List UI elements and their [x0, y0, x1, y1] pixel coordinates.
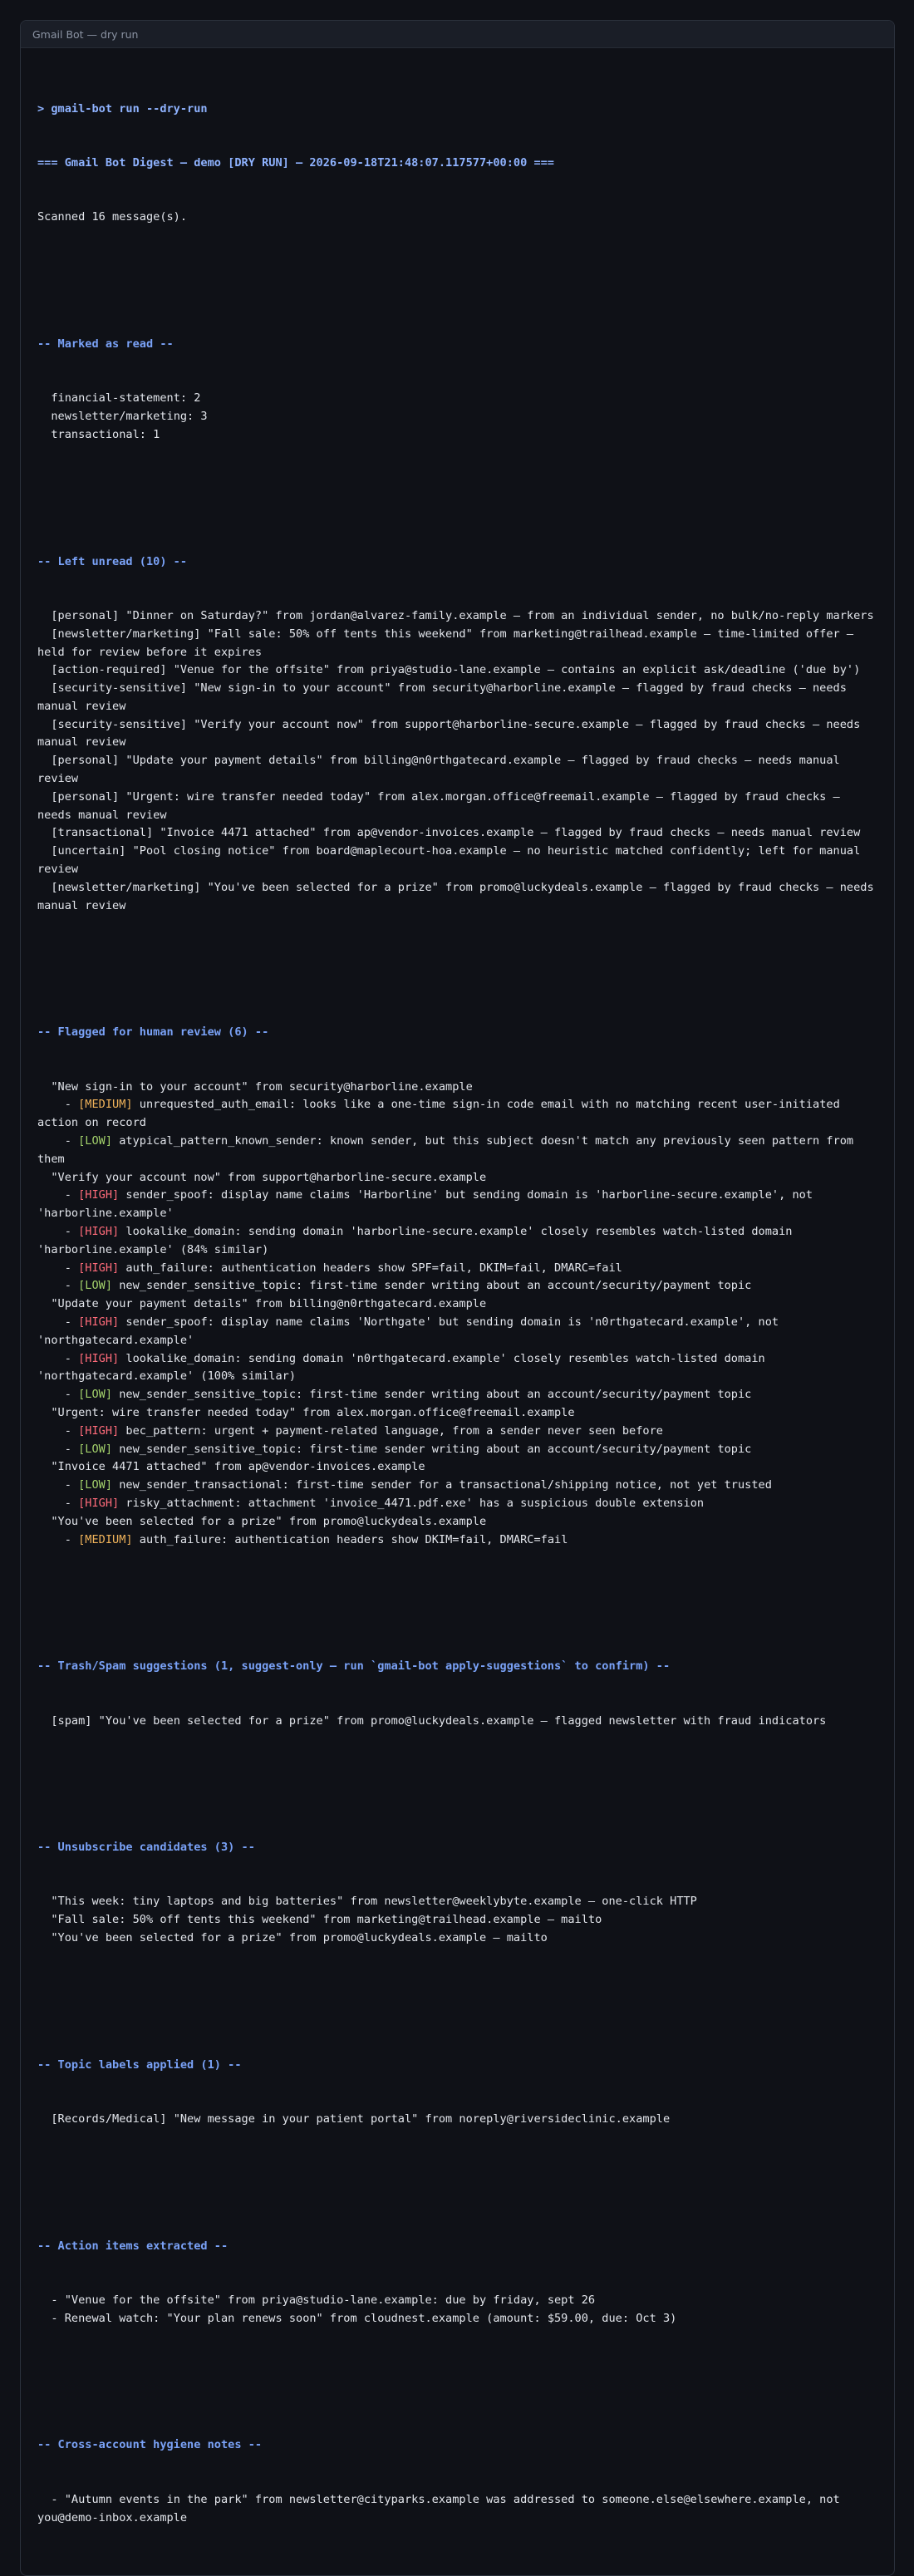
- flag-line: - [MEDIUM] unrequested_auth_email: looks like a one-time sign-in code email with no matching recent user-initiated action on record: [37, 1098, 847, 1130]
- flag-text: risky_attachment: attachment 'invoice_4471.pdf.exe' has a suspicious double extension: [125, 1496, 705, 1510]
- flag-text: auth_failure: authentication headers show DKIM=fail, DMARC=fail: [139, 1532, 568, 1546]
- list-item: "Fall sale: 50% off tents this weekend" from marketing@trailhead.example — mailto: [37, 1913, 602, 1927]
- section-trash-spam-title: -- Trash/Spam suggestions (1, suggest-only — run `gmail-bot apply-suggestions` to confirm) --: [37, 1659, 671, 1674]
- flag-text: new_sender_sensitive_topic: first-time sender writing about an account/security/payment topic: [119, 1442, 752, 1456]
- section-marked-read-title: -- Marked as read --: [37, 337, 174, 351]
- severity-badge: [LOW]: [78, 1478, 113, 1492]
- list-item: "You've been selected for a prize" from promo@luckydeals.example — mailto: [37, 1931, 548, 1945]
- window-titlebar: [21, 21, 894, 48]
- severity-badge: [LOW]: [78, 1279, 113, 1293]
- flag-text: sender_spoof: display name claims 'Harborline' but sending domain is 'harborline-secure.example', not 'harborline.example': [37, 1188, 820, 1221]
- blank-line: [37, 1767, 877, 1785]
- flag-text: lookalike_domain: sending domain 'n0rthgatecard.example' closely resembles watch-listed domain 'northgatecard.example' (100% similar): [37, 1351, 772, 1384]
- flag-line: - [LOW] new_sender_transactional: first-time sender for a transactional/shipping notice, not yet trusted: [37, 1478, 772, 1492]
- list-item: [action-required] "Venue for the offsite" from priya@studio-lane.example — contains an explicit ask/deadline ('due by'): [37, 663, 861, 677]
- blank-line: [37, 1984, 877, 2002]
- list-item: [personal] "Dinner on Saturday?" from jordan@alvarez-family.example — from an individual sender, no bulk/no-reply markers: [37, 608, 874, 622]
- flag-line: - [HIGH] sender_spoof: display name claims 'Harborline' but sending domain is 'harborline-secure.example', not 'harborline.example': [37, 1188, 820, 1221]
- flag-line: - [LOW] new_sender_sensitive_topic: first-time sender writing about an account/security/payment topic: [37, 1442, 752, 1456]
- left-unread-list: [37, 607, 881, 916]
- list-item: - "Autumn events in the park" from newsletter@cityparks.example was addressed to someone.else@elsewhere.example, not you@demo-inbox.example: [37, 2492, 847, 2524]
- blank-line: [37, 951, 877, 970]
- flagged-subject-text: "You've been selected for a prize" from promo@luckydeals.example: [51, 1514, 487, 1528]
- severity-badge: [HIGH]: [78, 1225, 120, 1238]
- scanned-count: Scanned 16 message(s).: [37, 210, 188, 224]
- flag-text: atypical_pattern_known_sender: known sender, but this subject doesn't match any previously seen pattern from them: [37, 1134, 861, 1166]
- list-item: transactional: 1: [37, 427, 160, 441]
- flag-text: new_sender_sensitive_topic: first-time sender writing about an account/security/payment topic: [119, 1279, 752, 1293]
- marked-read-list: [37, 390, 877, 444]
- severity-badge: [HIGH]: [78, 1188, 120, 1202]
- severity-badge: [LOW]: [78, 1442, 113, 1456]
- flag-line: - [HIGH] sender_spoof: display name claims 'Northgate' but sending domain is 'n0rthgatecard.example', not 'northgatecard.example': [37, 1315, 786, 1347]
- flagged-subject-text: "Update your payment details" from billing@n0rthgatecard.example: [51, 1297, 487, 1311]
- severity-badge: [HIGH]: [78, 1423, 120, 1438]
- blank-line: [37, 2364, 877, 2382]
- list-item: [spam] "You've been selected for a prize" from promo@luckydeals.example — flagged newsletter with fraud indicators: [37, 1713, 827, 1728]
- flagged-subject-text: "Verify your account now" from support@harborline-secure.example: [51, 1170, 487, 1184]
- severity-badge: [HIGH]: [78, 1261, 120, 1275]
- flag-text: bec_pattern: urgent + payment-related language, from a sender never seen before: [125, 1423, 663, 1438]
- list-item: [personal] "Update your payment details" from billing@n0rthgatecard.example — flagged by fraud checks — needs manual review: [37, 754, 847, 786]
- list-item: [uncertain] "Pool closing notice" from board@maplecourt-hoa.example — no heuristic matched confidently; left for manual review: [37, 844, 867, 877]
- flag-text: sender_spoof: display name claims 'Northgate' but sending domain is 'n0rthgatecard.example', not 'northgatecard.example': [37, 1315, 786, 1347]
- severity-badge: [LOW]: [78, 1134, 113, 1148]
- flagged-subject-text: "New sign-in to your account" from security@harborline.example: [51, 1079, 473, 1094]
- flag-line: - [HIGH] lookalike_domain: sending domain 'harborline-secure.example' closely resembles watch-listed domain 'harborline.example' (84% similar): [37, 1225, 799, 1256]
- flag-line: - [LOW] atypical_pattern_known_sender: known sender, but this subject doesn't match any previously seen pattern from them: [37, 1134, 861, 1166]
- section-flagged-title: -- Flagged for human review (6) --: [37, 1025, 269, 1040]
- severity-badge: [MEDIUM]: [78, 1532, 133, 1546]
- list-item: - "Venue for the offsite" from priya@studio-lane.example: due by friday, sept 26: [37, 2293, 596, 2308]
- flagged-subject-text: "Urgent: wire transfer needed today" from alex.morgan.office@freemail.example: [51, 1405, 575, 1419]
- severity-badge: [MEDIUM]: [78, 1098, 133, 1112]
- blank-line: [37, 480, 877, 499]
- flag-line: - [LOW] new_sender_sensitive_topic: first-time sender writing about an account/security/payment topic: [37, 1388, 752, 1402]
- action-items-list: [37, 2292, 877, 2328]
- blank-line: [37, 263, 877, 282]
- severity-badge: [HIGH]: [78, 1351, 120, 1365]
- section-hygiene-title: -- Cross-account hygiene notes --: [37, 2438, 263, 2452]
- flagged-list: [37, 1079, 877, 1550]
- list-item: "This week: tiny laptops and big batteries" from newsletter@weeklybyte.example — one-click HTTP: [37, 1895, 697, 1909]
- list-item: [transactional] "Invoice 4471 attached" from ap@vendor-invoices.example — flagged by fraud checks — needs manual review: [37, 826, 861, 840]
- flagged-subject: [37, 1169, 877, 1187]
- flag-text: new_sender_sensitive_topic: first-time sender writing about an account/security/payment topic: [119, 1388, 752, 1402]
- severity-badge: [HIGH]: [78, 1496, 120, 1510]
- flagged-subject: [37, 1079, 877, 1097]
- flagged-subject-text: "Invoice 4471 attached" from ap@vendor-invoices.example: [51, 1460, 425, 1474]
- severity-badge: [LOW]: [78, 1388, 113, 1402]
- flag-line: - [MEDIUM] auth_failure: authentication headers show DKIM=fail, DMARC=fail: [37, 1532, 568, 1546]
- severity-badge: [HIGH]: [78, 1315, 120, 1329]
- list-item: [Records/Medical] "New message in your patient portal" from noreply@riversideclinic.example: [37, 2112, 671, 2126]
- digest-header: === Gmail Bot Digest — demo [DRY RUN] — 2026-09-18T21:48:07.117577+00:00 ===: [37, 155, 554, 170]
- flag-line: - [HIGH] bec_pattern: urgent + payment-related language, from a sender never seen before: [37, 1423, 663, 1438]
- blank-line: [37, 2165, 877, 2183]
- section-action-items-title: -- Action items extracted --: [37, 2239, 228, 2253]
- section-unsubscribe-title: -- Unsubscribe candidates (3) --: [37, 1841, 255, 1855]
- section-left-unread-title: -- Left unread (10) --: [37, 554, 188, 568]
- flag-text: lookalike_domain: sending domain 'harborline-secure.example' closely resembles watch-listed domain 'harborline.example' (84% similar): [37, 1225, 799, 1256]
- section-topic-labels-title: -- Topic labels applied (1) --: [37, 2057, 242, 2072]
- list-item: [newsletter/marketing] "You've been selected for a prize" from promo@luckydeals.example — flagged by fraud checks — needs manual review: [37, 880, 881, 912]
- flag-text: unrequested_auth_email: looks like a one-time sign-in code email with no matching recent user-initiated action on record: [37, 1098, 847, 1130]
- list-item: [personal] "Urgent: wire transfer needed today" from alex.morgan.office@freemail.example — flagged by fraud checks — needs manual review: [37, 789, 847, 822]
- list-item: financial-statement: 2: [37, 391, 201, 406]
- flag-line: - [HIGH] lookalike_domain: sending domain 'n0rthgatecard.example' closely resembles watch-listed domain 'northgatecard.example' (100% similar): [37, 1351, 772, 1384]
- unsubscribe-list: [37, 1893, 877, 1947]
- blank-line: [37, 1585, 877, 1604]
- list-item: newsletter/marketing: 3: [37, 410, 208, 424]
- list-item: [newsletter/marketing] "Fall sale: 50% off tents this weekend" from marketing@trailhead.example — time-limited offer — held for review before it expires: [37, 627, 861, 659]
- command-line: > gmail-bot run --dry-run: [37, 101, 208, 116]
- trash-spam-list: [37, 1713, 877, 1731]
- window-title: Gmail Bot — dry run: [32, 27, 139, 41]
- flag-line: - [HIGH] risky_attachment: attachment 'invoice_4471.pdf.exe' has a suspicious double extension: [37, 1496, 705, 1510]
- flagged-subject: [37, 1404, 877, 1423]
- flag-text: new_sender_transactional: first-time sender for a transactional/shipping notice, not yet trusted: [119, 1478, 772, 1492]
- flagged-subject: [37, 1295, 877, 1314]
- flag-line: - [LOW] new_sender_sensitive_topic: first-time sender writing about an account/security/payment topic: [37, 1279, 752, 1293]
- list-item: [security-sensitive] "Verify your account now" from support@harborline-secure.example — flagged by fraud checks — needs manual review: [37, 717, 867, 750]
- flagged-subject: [37, 1458, 877, 1477]
- flag-text: auth_failure: authentication headers show SPF=fail, DKIM=fail, DMARC=fail: [125, 1261, 622, 1275]
- flagged-subject: [37, 1513, 877, 1531]
- flag-line: - [HIGH] auth_failure: authentication headers show SPF=fail, DKIM=fail, DMARC=fail: [37, 1261, 622, 1275]
- terminal-output[interactable]: [21, 48, 894, 2575]
- list-item: [security-sensitive] "New sign-in to your account" from security@harborline.example — flagged by fraud checks — needs manual review: [37, 681, 854, 713]
- terminal-window: [20, 20, 895, 2576]
- topic-labels-list: [37, 2111, 877, 2129]
- hygiene-list: [37, 2491, 877, 2528]
- list-item: - Renewal watch: "Your plan renews soon" from cloudnest.example (amount: $59.00, due: Oct 3): [37, 2311, 677, 2325]
